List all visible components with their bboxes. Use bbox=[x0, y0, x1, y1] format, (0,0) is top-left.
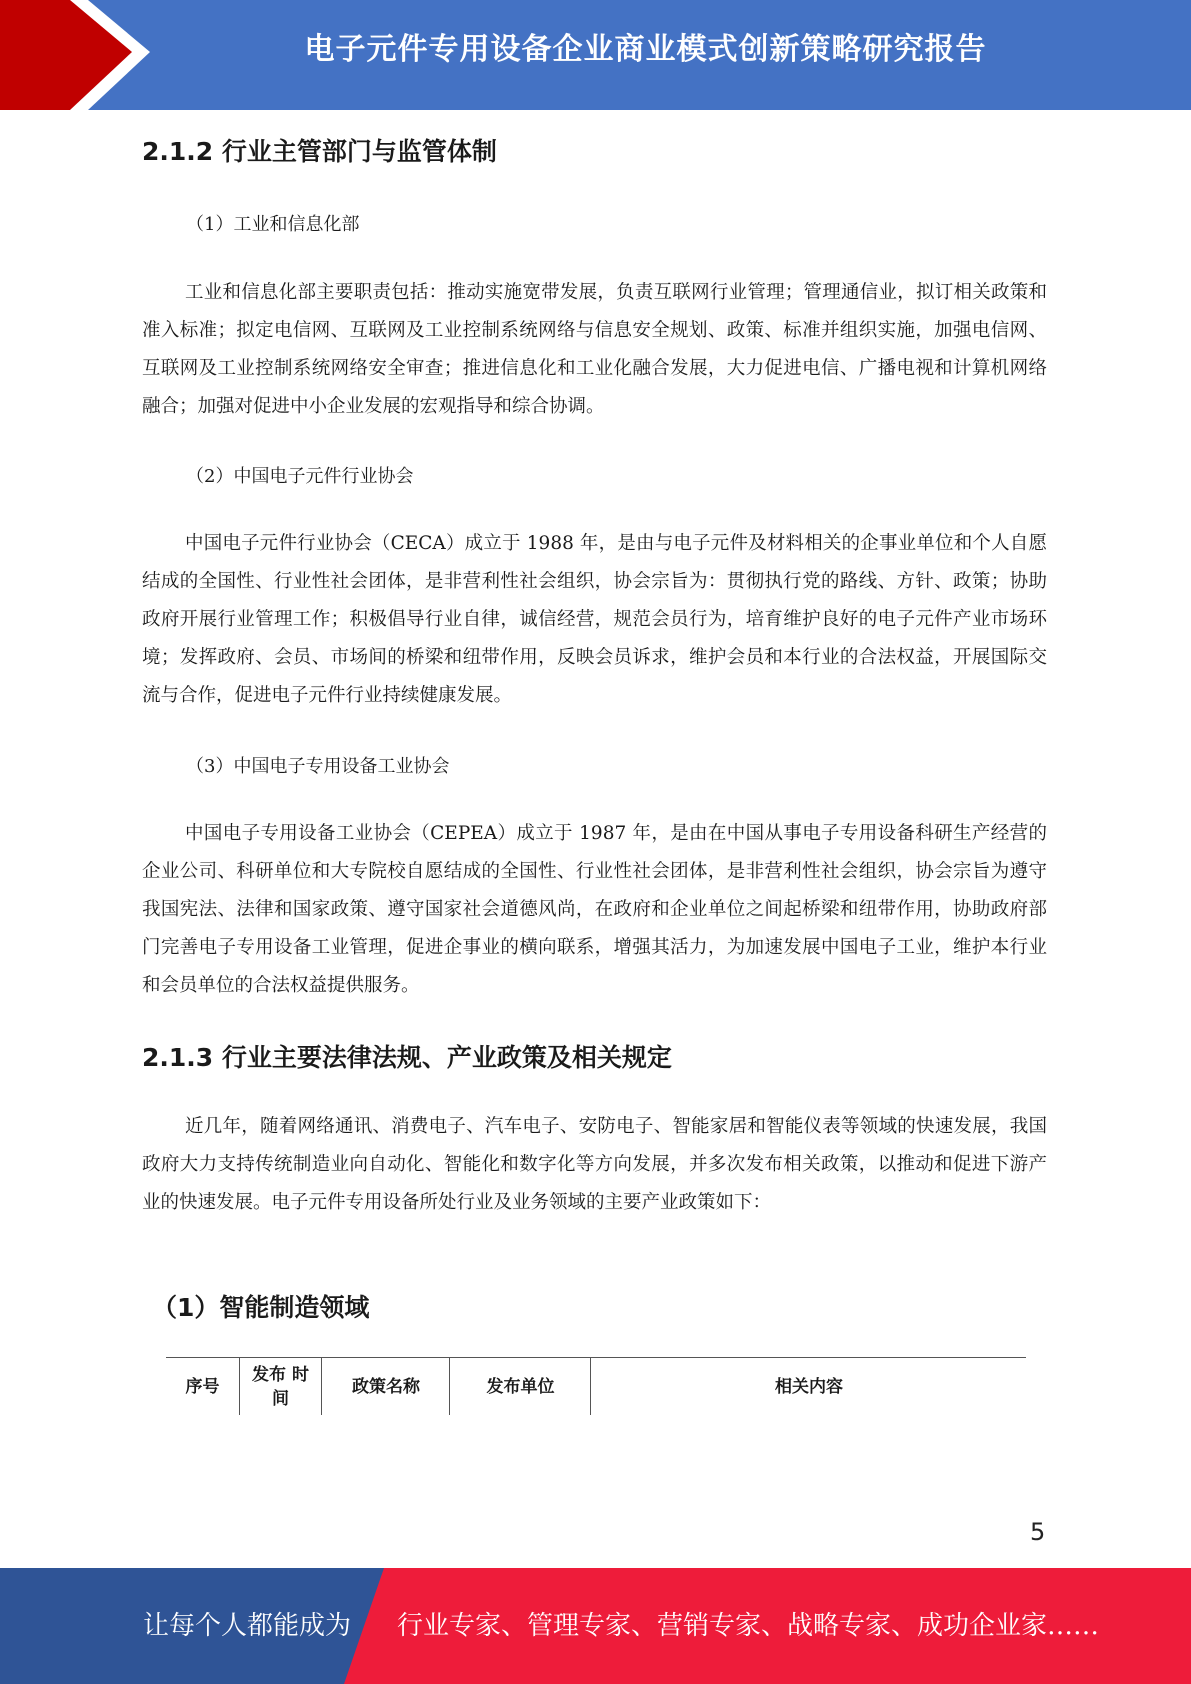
page-footer bbox=[0, 1568, 1191, 1684]
policy-table-header bbox=[166, 1357, 1026, 1416]
paragraph-miit: 工业和信息化部主要职责包括：推动实施宽带发展，负责互联网行业管理；管理通信业，拟订相关政策和准入标准；拟定电信网、互联网及工业控制系统网络与信息安全规划、政策、标准并组织实施，加强电信网、互联网及工业控制系统网络安全审查；推进信息化和工业化融合发展，大力促进电信、广播电视和计算机网络融合；加强对促进中小企业发展的宏观指导和综合协调。 bbox=[142, 282, 1047, 417]
subsection-title-1: （1）工业和信息化部 bbox=[186, 214, 360, 235]
report-title: 电子元件专用设备企业商业模式创新策略研究报告 bbox=[304, 32, 987, 67]
page-number: 5 bbox=[1030, 1518, 1046, 1546]
section-heading-2-1-2: 2.1.2 行业主管部门与监管体制 bbox=[142, 137, 497, 166]
paragraph-cepea: 中国电子专用设备工业协会（CEPEA）成立于 1987 年，是由在中国从事电子专用设备科研生产经营的企业公司、科研单位和大专院校自愿结成的全国性、行业性社会团体，是非营利性社会组织，协会宗旨为遵守我国宪法、法律和国家政策、遵守国家社会道德风尚，在政府和企业单位之间起桥梁和纽带作用，协助政府部门完善电子专用设备工业管理，促进企事业的横向联系，增强其活力，为加速发展中国电子工业，维护本行业和会员单位的合法权益提供服务。 bbox=[142, 823, 1047, 996]
table-header-cell: 序号 bbox=[185, 1376, 220, 1397]
subsection-title-3: （3）中国电子专用设备工业协会 bbox=[186, 756, 450, 777]
subsection-title-2: （2）中国电子元件行业协会 bbox=[186, 466, 414, 487]
table-header-cell: 政策名称 bbox=[321, 1358, 450, 1415]
section-heading-2-1-3: 2.1.3 行业主要法律法规、产业政策及相关规定 bbox=[142, 1043, 672, 1072]
subheading-smart-manufacturing: （1）智能制造领域 bbox=[152, 1293, 370, 1322]
table-header-cell: 发布单位 bbox=[449, 1358, 591, 1415]
footer-slogan-right: 行业专家、管理专家、营销专家、战略专家、成功企业家…… bbox=[397, 1611, 1100, 1641]
table-header-cell: 发布 时间 bbox=[239, 1358, 321, 1415]
page-header bbox=[0, 0, 1191, 110]
paragraph-ceca: 中国电子元件行业协会（CECA）成立于 1988 年，是由与电子元件及材料相关的企事业单位和个人自愿结成的全国性、行业性社会团体，是非营利性社会组织，协会宗旨为：贯彻执行党的路线、方针、政策；协助政府开展行业管理工作；积极倡导行业自律，诚信经营，规范会员行为，培育维护良好的电子元件产业市场环境；发挥政府、会员、市场间的桥梁和纽带作用，反映会员诉求，维护会员和本行业的合法权益，开展国际交流与合作，促进电子元件行业持续健康发展。 bbox=[142, 533, 1047, 706]
paragraph-policy-intro: 近几年，随着网络通讯、消费电子、汽车电子、安防电子、智能家居和智能仪表等领域的快速发展，我国政府大力支持传统制造业向自动化、智能化和数字化等方向发展，并多次发布相关政策，以推动和促进下游产业的快速发展。电子元件专用设备所处行业及业务领域的主要产业政策如下： bbox=[142, 1116, 1047, 1213]
footer-slogan-left: 让每个人都能成为 bbox=[143, 1611, 352, 1641]
table-header-cell: 相关内容 bbox=[590, 1358, 1027, 1415]
